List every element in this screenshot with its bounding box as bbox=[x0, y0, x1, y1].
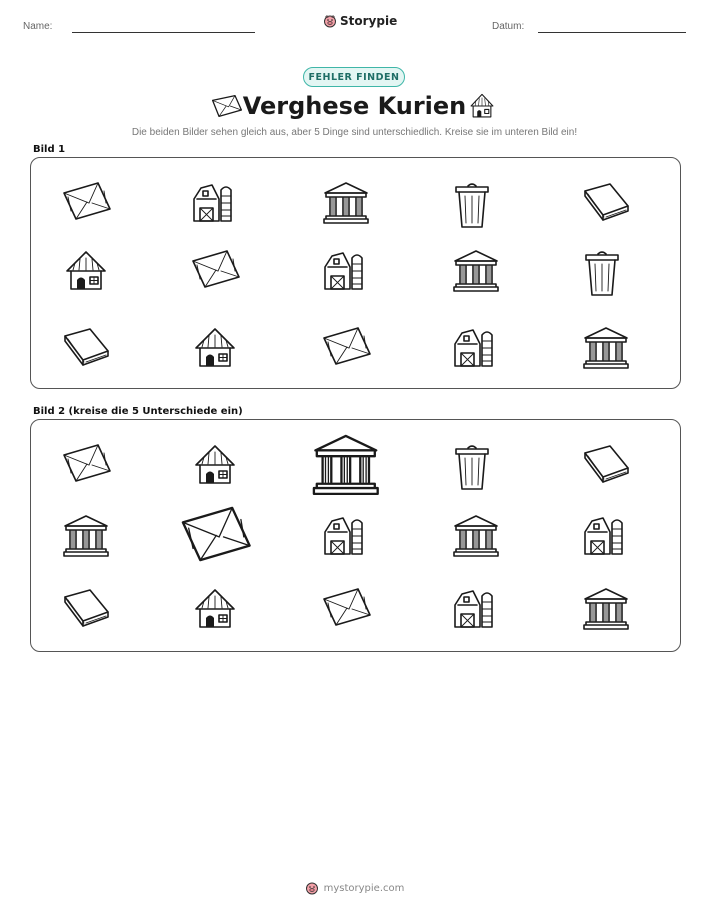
picture2-hut-icon[interactable] bbox=[191, 587, 239, 631]
picture1-temple-icon bbox=[452, 249, 500, 293]
picture2-barn-icon[interactable] bbox=[452, 587, 496, 629]
picture2-barn-icon[interactable] bbox=[322, 514, 366, 556]
footer bbox=[0, 881, 709, 895]
activity-badge: FEHLER FINDEN bbox=[303, 67, 405, 87]
name-label: Name: bbox=[23, 21, 53, 32]
picture2-envelope-icon[interactable] bbox=[62, 443, 112, 483]
picture2-temple-icon[interactable] bbox=[582, 587, 630, 631]
picture1-temple-icon bbox=[582, 326, 630, 370]
pig-icon bbox=[323, 14, 337, 28]
date-line[interactable] bbox=[538, 32, 686, 33]
picture1-hut-icon bbox=[62, 249, 110, 293]
page-title: Verghese Kurien bbox=[242, 92, 467, 120]
picture1-book-icon bbox=[62, 326, 110, 366]
picture2-envelope-icon[interactable] bbox=[180, 505, 253, 563]
title-hut-icon bbox=[467, 92, 497, 124]
picture1-envelope-icon bbox=[62, 181, 112, 221]
picture2-barn-icon[interactable] bbox=[582, 514, 626, 556]
picture2-book-icon[interactable] bbox=[582, 443, 630, 483]
picture1-barn-icon bbox=[452, 326, 496, 368]
picture1-book-icon bbox=[582, 181, 630, 221]
picture2-temple-icon[interactable] bbox=[62, 514, 110, 558]
picture1-hut-icon bbox=[191, 326, 239, 370]
picture2-book-icon[interactable] bbox=[62, 587, 110, 627]
brand-name: Storypie bbox=[340, 14, 398, 28]
picture1-envelope-icon bbox=[191, 249, 241, 289]
picture2-label: Bild 2 (kreise die 5 Unterschiede ein) bbox=[33, 406, 243, 417]
picture1-temple-icon bbox=[322, 181, 370, 225]
name-line[interactable] bbox=[72, 32, 255, 33]
picture2-trash-can-icon[interactable] bbox=[452, 443, 492, 491]
picture2-envelope-icon[interactable] bbox=[322, 587, 372, 627]
date-label: Datum: bbox=[492, 21, 525, 32]
picture1-barn-icon bbox=[191, 181, 235, 223]
picture1-barn-icon bbox=[322, 249, 366, 291]
picture1-label: Bild 1 bbox=[33, 144, 66, 155]
pig-icon bbox=[305, 881, 319, 895]
picture1-trash-can-icon bbox=[452, 181, 492, 229]
brand-logo bbox=[323, 14, 397, 28]
picture1-envelope-icon bbox=[322, 326, 372, 366]
instructions: Die beiden Bilder sehen gleich aus, aber 5 Dinge sind unterschiedlich. Kreise sie im unteren Bild ein! bbox=[131, 127, 578, 138]
footer-url[interactable]: mystorypie.com bbox=[323, 882, 405, 894]
picture2-temple-icon[interactable] bbox=[311, 433, 381, 497]
picture2-hut-icon[interactable] bbox=[191, 443, 239, 487]
picture1-trash-can-icon bbox=[582, 249, 622, 297]
picture2-temple-icon[interactable] bbox=[452, 514, 500, 558]
